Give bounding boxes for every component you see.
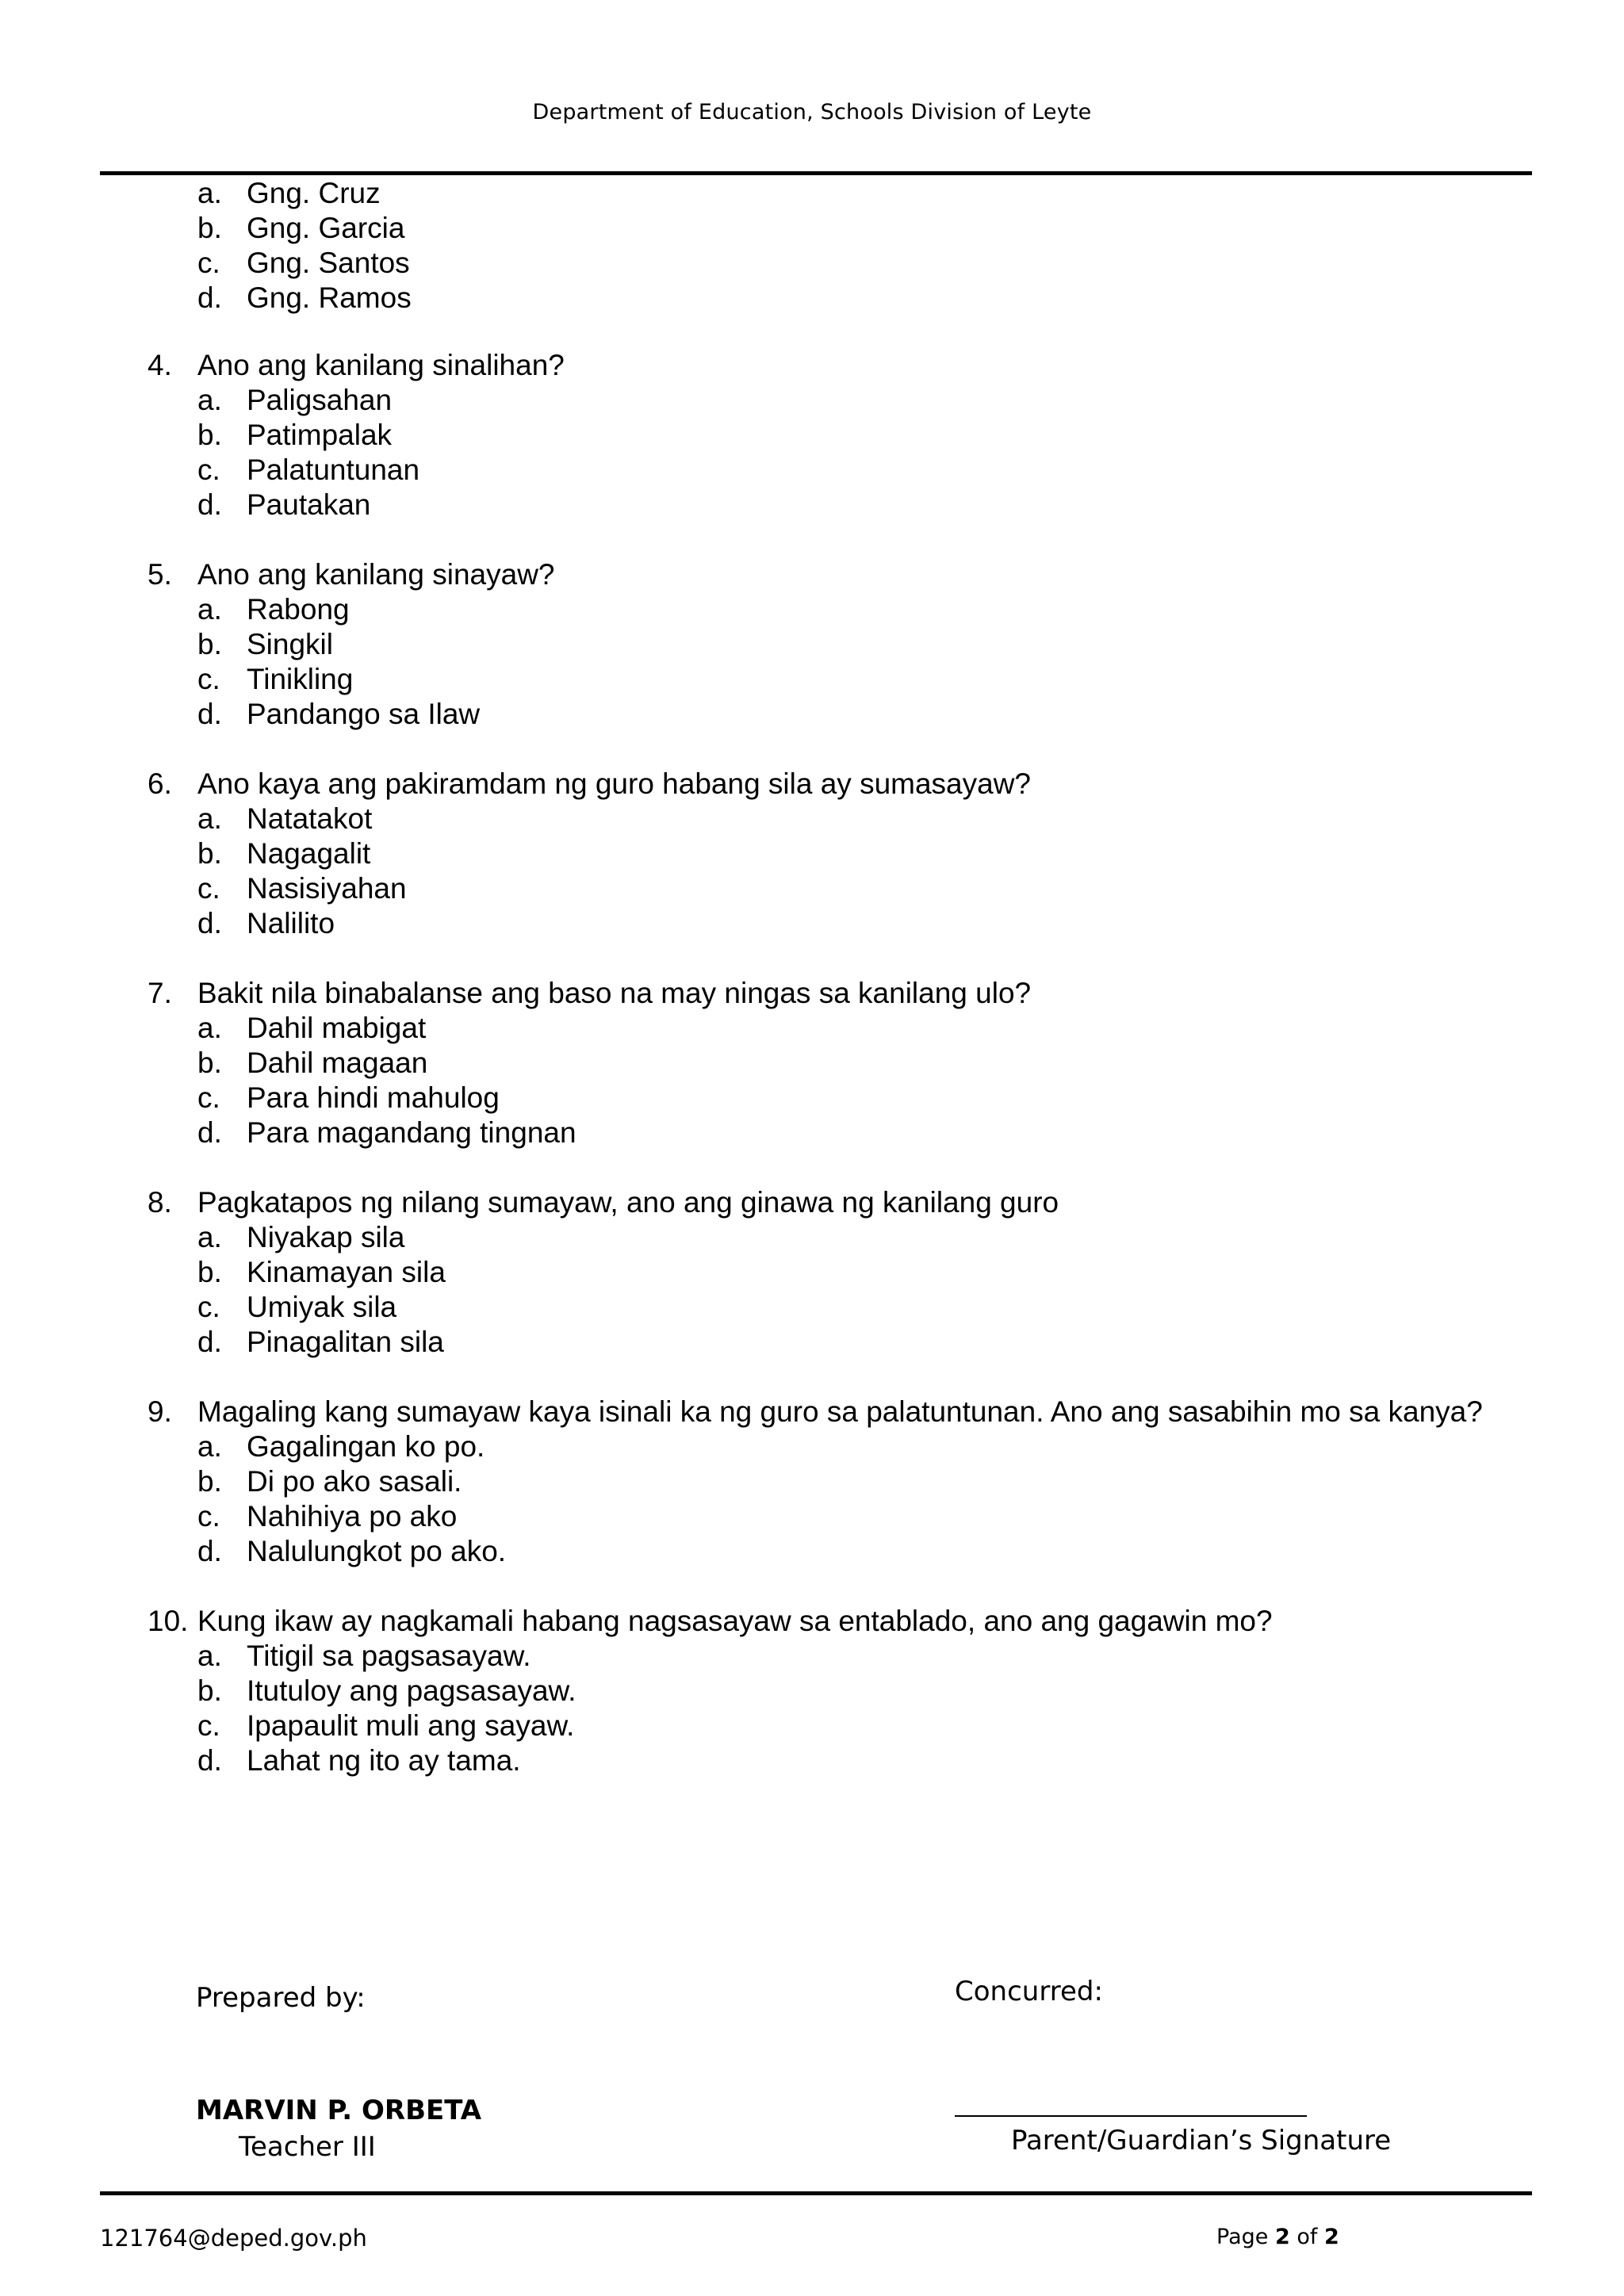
option-text: Di po ako sasali. <box>247 1465 462 1498</box>
option-letter: c. <box>197 1709 220 1742</box>
page-header: Department of Education, Schools Division of Leyte <box>532 100 1092 124</box>
option-letter: a. <box>197 1640 222 1672</box>
option-letter: c. <box>197 247 220 279</box>
option-text: Gng. Garcia <box>247 212 405 244</box>
option-letter: d. <box>197 1326 222 1358</box>
option-letter: c. <box>197 1500 220 1533</box>
parent-signature-caption: Parent/Guardian’s Signature <box>1011 2125 1392 2156</box>
option-letter: a. <box>197 1430 222 1463</box>
option-text: Paligsahan <box>247 384 393 416</box>
option-letter: b. <box>197 212 222 244</box>
page-current: 2 <box>1274 2225 1290 2249</box>
option-letter: b. <box>197 1256 222 1288</box>
option-letter: d. <box>197 488 222 521</box>
concurred-label: Concurred: <box>955 1976 1103 2007</box>
option-text: Gng. Ramos <box>247 281 412 314</box>
option-text: Nalulungkot po ako. <box>247 1535 507 1567</box>
option-text: Palatuntunan <box>247 453 420 486</box>
option-text: Dahil magaan <box>247 1047 428 1079</box>
question-text: Ano ang kanilang sinalihan? <box>197 349 565 381</box>
question-text: Kung ikaw ay nagkamali habang nagsasayaw sa entablado, ano ang gagawin mo? <box>197 1605 1273 1637</box>
option-letter: d. <box>197 1535 222 1567</box>
option-text: Dahil mabigat <box>247 1012 427 1044</box>
option-text: Gng. Santos <box>247 247 410 279</box>
option-text: Tinikling <box>247 663 354 695</box>
option-text: Kinamayan sila <box>247 1256 446 1288</box>
option-text: Pautakan <box>247 488 371 521</box>
question-text: Magaling kang sumayaw kaya isinali ka ng guro sa palatuntunan. Ano ang sasabihin mo sa kanya? <box>197 1395 1483 1428</box>
question-number: 8. <box>147 1186 172 1219</box>
option-letter: c. <box>197 663 220 695</box>
question-text: Bakit nila binabalanse ang baso na may ningas sa kanilang ulo? <box>197 977 1032 1009</box>
option-letter: d. <box>197 1744 222 1777</box>
option-letter: a. <box>197 593 222 626</box>
page-prefix: Page <box>1216 2225 1269 2249</box>
option-text: Natatakot <box>247 802 373 835</box>
footer-rule <box>100 2191 1532 2195</box>
question-number: 7. <box>147 977 172 1009</box>
option-text: Itutuloy ang pagsasayaw. <box>247 1674 576 1707</box>
page-of: of <box>1297 2225 1318 2249</box>
option-text: Gng. Cruz <box>247 177 381 209</box>
page-total: 2 <box>1323 2225 1339 2249</box>
option-letter: b. <box>197 419 222 451</box>
option-letter: d. <box>197 281 222 314</box>
option-text: Lahat ng ito ay tama. <box>247 1744 521 1777</box>
option-letter: b. <box>197 1047 222 1079</box>
question-text: Ano ang kanilang sinayaw? <box>197 558 555 591</box>
option-text: Titigil sa pagsasayaw. <box>247 1640 531 1672</box>
option-letter: d. <box>197 698 222 730</box>
option-text: Patimpalak <box>247 419 393 451</box>
option-text: Singkil <box>247 628 333 660</box>
option-text: Umiyak sila <box>247 1291 397 1323</box>
option-letter: c. <box>197 1291 220 1323</box>
option-text: Nagagalit <box>247 837 371 870</box>
option-text: Pinagalitan sila <box>247 1326 444 1358</box>
prepared-by-label: Prepared by: <box>196 1982 366 2014</box>
question-number: 4. <box>147 349 172 381</box>
option-text: Rabong <box>247 593 350 626</box>
option-letter: c. <box>197 453 220 486</box>
option-text: Pandango sa Ilaw <box>247 698 481 730</box>
signature-line <box>955 2115 1307 2117</box>
option-letter: d. <box>197 1116 222 1149</box>
option-letter: c. <box>197 872 220 905</box>
option-text: Nasisiyahan <box>247 872 407 905</box>
option-letter: b. <box>197 1674 222 1707</box>
option-letter: c. <box>197 1081 220 1114</box>
teacher-name: MARVIN P. ORBETA <box>196 2095 482 2126</box>
option-text: Nahihiya po ako <box>247 1500 458 1533</box>
question-number: 5. <box>147 558 172 591</box>
header-rule <box>100 171 1532 175</box>
question-number: 9. <box>147 1395 172 1428</box>
page-number <box>1216 2225 1339 2249</box>
option-letter: a. <box>197 1221 222 1253</box>
question-text: Ano kaya ang pakiramdam ng guro habang sila ay sumasayaw? <box>197 767 1032 800</box>
question-number: 10. <box>147 1605 189 1637</box>
option-text: Nalilito <box>247 907 335 939</box>
option-letter: b. <box>197 628 222 660</box>
option-text: Ipapaulit muli ang sayaw. <box>247 1709 575 1742</box>
option-text: Para magandang tingnan <box>247 1116 576 1149</box>
option-letter: d. <box>197 907 222 939</box>
footer-email: 121764@deped.gov.ph <box>100 2225 367 2252</box>
teacher-position: Teacher III <box>239 2131 376 2163</box>
option-letter: a. <box>197 1012 222 1044</box>
question-text: Pagkatapos ng nilang sumayaw, ano ang ginawa ng kanilang guro <box>197 1186 1059 1219</box>
option-letter: a. <box>197 802 222 835</box>
option-text: Gagalingan ko po. <box>247 1430 485 1463</box>
option-letter: a. <box>197 384 222 416</box>
question-number: 6. <box>147 767 172 800</box>
option-letter: b. <box>197 837 222 870</box>
option-text: Para hindi mahulog <box>247 1081 500 1114</box>
option-letter: a. <box>197 177 222 209</box>
option-text: Niyakap sila <box>247 1221 405 1253</box>
option-letter: b. <box>197 1465 222 1498</box>
